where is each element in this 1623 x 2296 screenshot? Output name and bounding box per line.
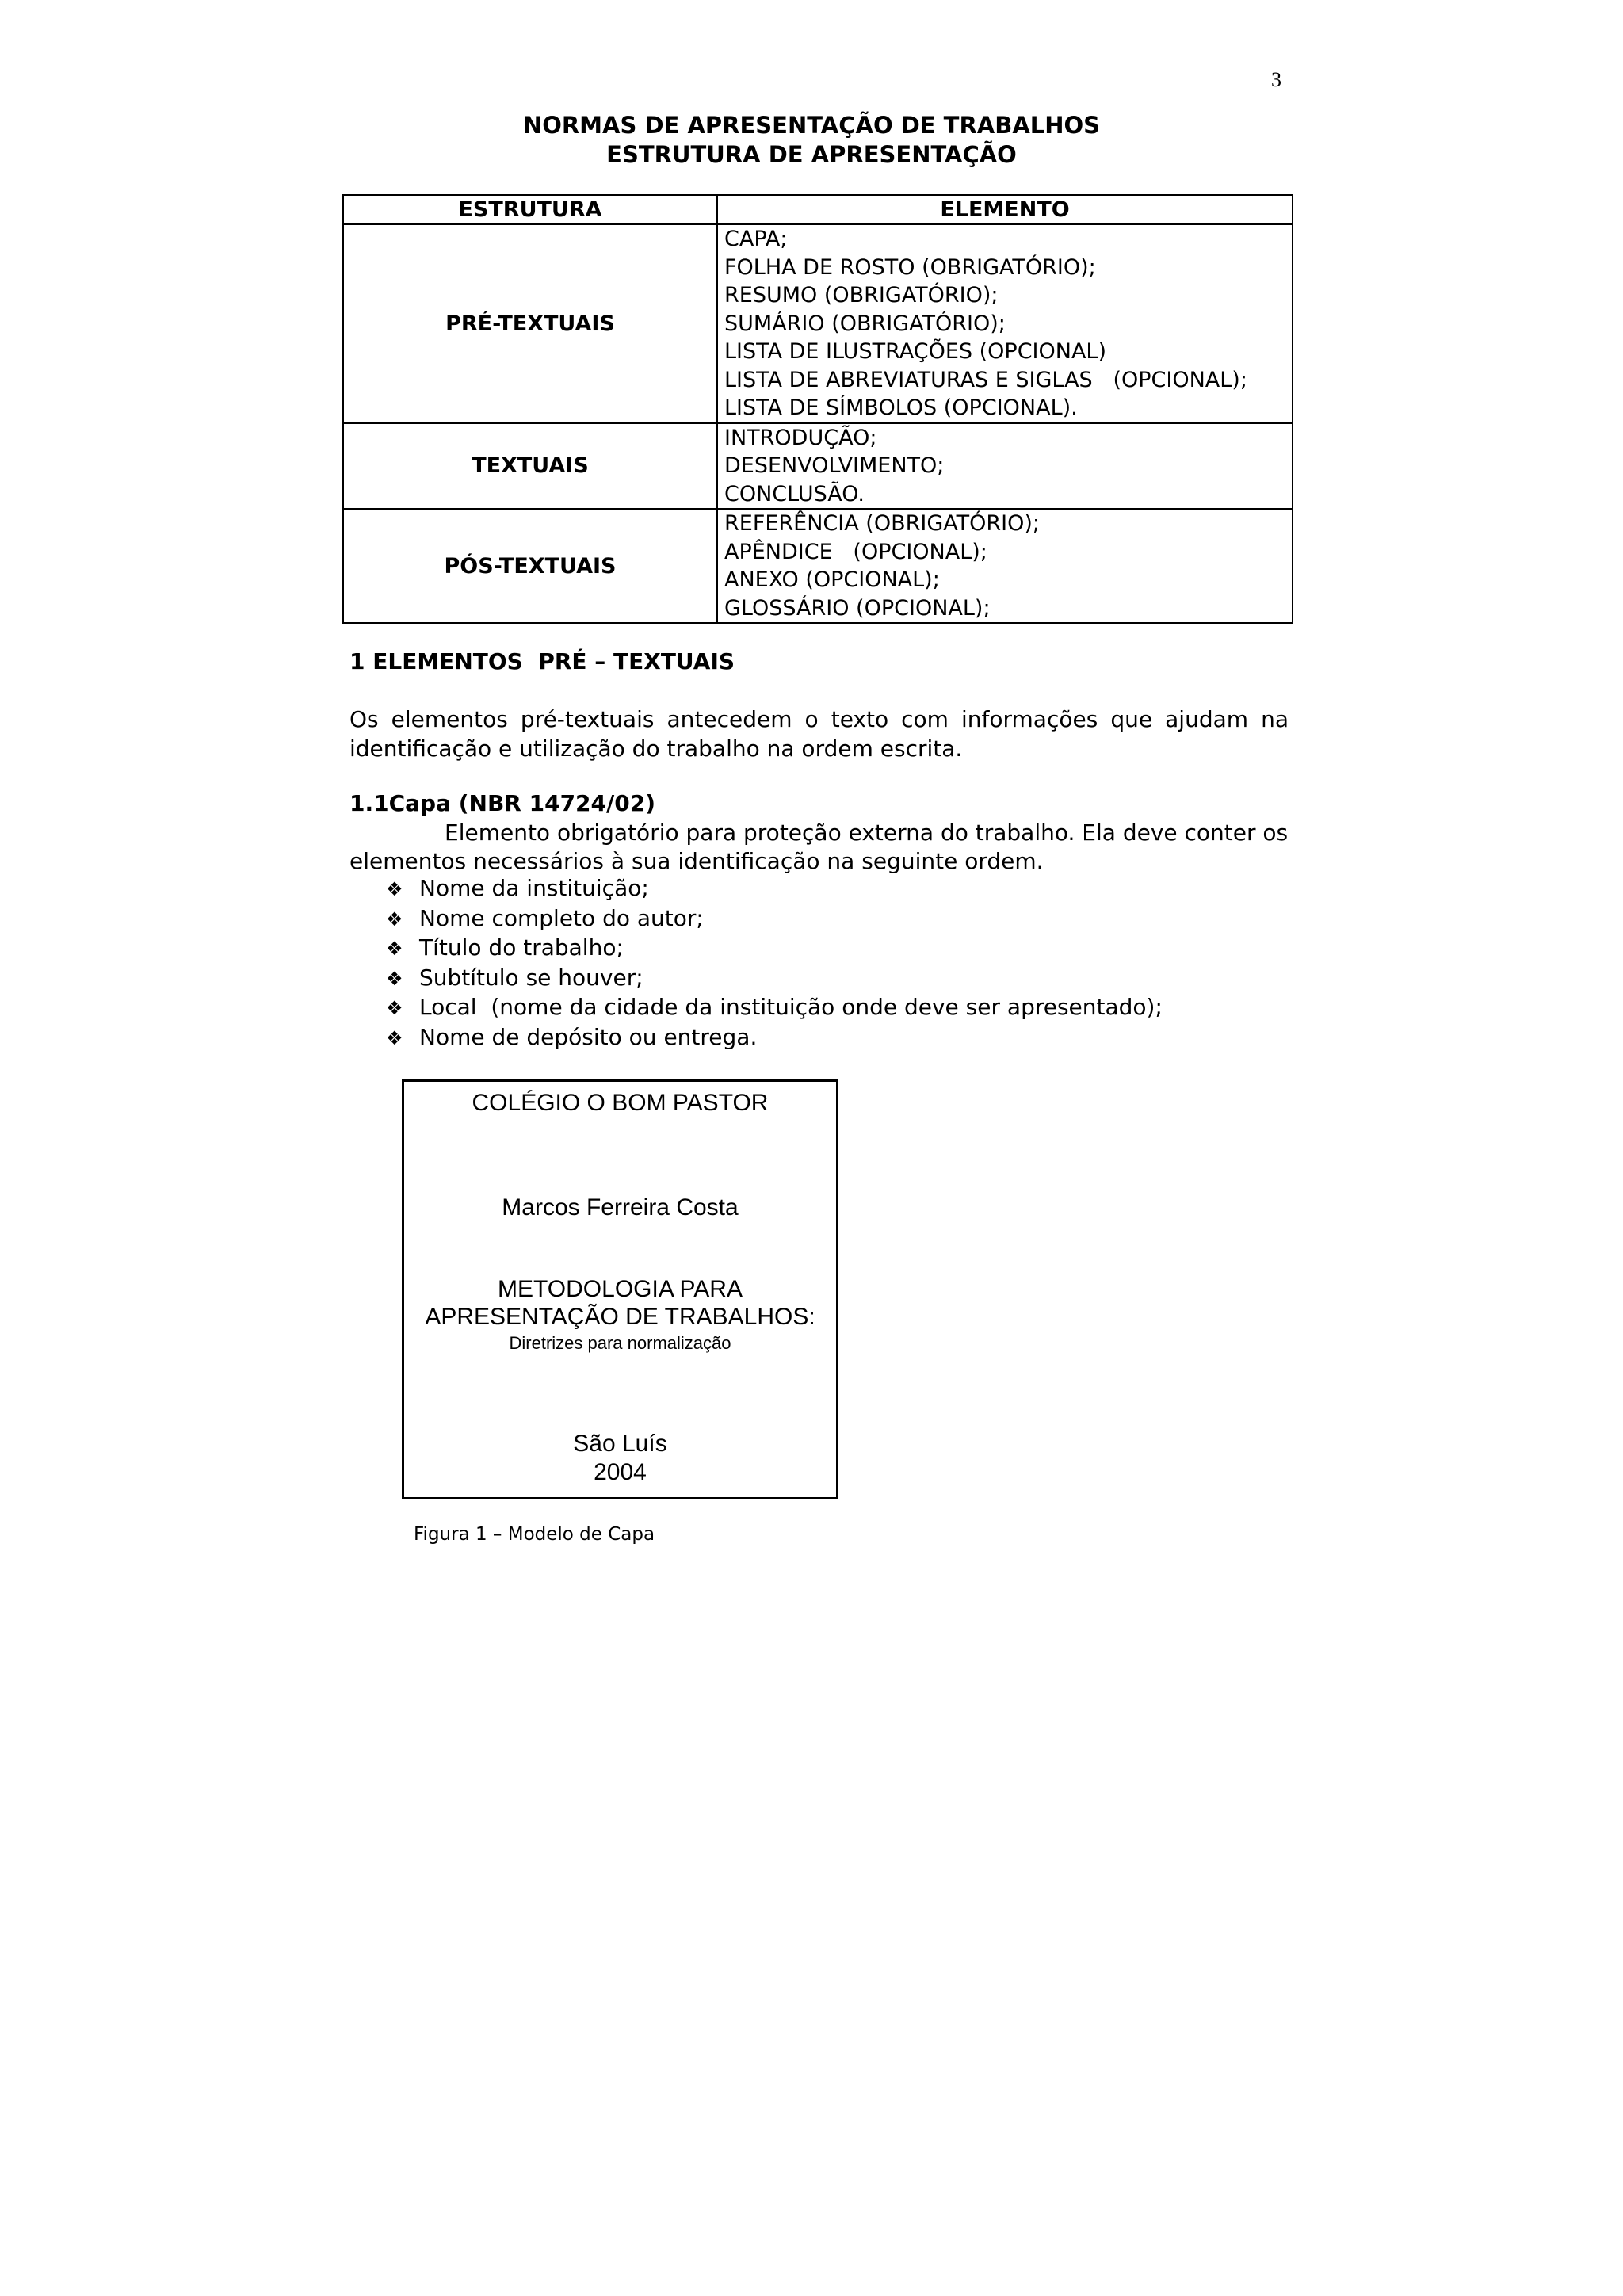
element-item: ANEXO (OPCIONAL);: [724, 567, 940, 592]
structure-table: [342, 194, 1293, 624]
element-item: GLOSSÁRIO (OPCIONAL);: [724, 595, 991, 621]
list-item: [386, 1023, 1163, 1053]
page-number: 3: [1271, 68, 1281, 91]
element-item: LISTA DE ILUSTRAÇÕES (OPCIONAL): [724, 339, 1107, 364]
document-title-line1: NORMAS DE APRESENTAÇÃO DE TRABALHOS: [522, 112, 1101, 139]
diamond-bullet-icon: ❖: [386, 907, 403, 930]
section-heading-pre-textuais: 1 ELEMENTOS PRÉ – TEXTUAIS: [349, 648, 735, 674]
element-item: LISTA DE SÍMBOLOS (OPCIONAL).: [724, 395, 1078, 420]
list-item-text: Subtítulo se houver;: [419, 964, 643, 991]
table-header-element: ELEMENTO: [717, 195, 1293, 224]
table-cell-structure: PRÉ-TEXTUAIS: [343, 224, 717, 423]
list-item: [386, 964, 1163, 994]
cover-year: 2004: [594, 1459, 647, 1485]
element-item: INTRODUÇÃO;: [724, 425, 877, 450]
cover-author: Marcos Ferreira Costa: [502, 1194, 739, 1221]
element-item: LISTA DE ABREVIATURAS E SIGLAS (OPCIONAL);: [724, 367, 1247, 392]
diamond-bullet-icon: ❖: [386, 1026, 403, 1049]
table-cell-elements: [717, 509, 1293, 623]
table-row: [343, 224, 1293, 423]
element-item: RESUMO (OBRIGATÓRIO);: [724, 283, 999, 308]
list-item-text: Nome de depósito ou entrega.: [419, 1023, 758, 1050]
table-header-row: [343, 195, 1293, 224]
cover-city: São Luís: [573, 1431, 667, 1457]
list-item-text: Título do trabalho;: [419, 934, 624, 961]
element-item: APÊNDICE (OPCIONAL);: [724, 539, 987, 564]
cover-model-figure: [402, 1079, 838, 1499]
element-item: CONCLUSÃO.: [724, 481, 865, 506]
list-item-text: Local (nome da cidade da instituição onde deve ser apresentado);: [419, 994, 1163, 1021]
capa-paragraph: [349, 819, 1289, 876]
capa-paragraph-text: Elemento obrigatório para proteção externa do trabalho. Ela deve conter os elementos necessários à sua identificação na seguinte ordem.: [349, 819, 1289, 874]
table-row: [343, 423, 1293, 510]
cover-title-line1: METODOLOGIA PARA: [498, 1276, 743, 1302]
list-item: [386, 874, 1163, 904]
element-item: SUMÁRIO (OBRIGATÓRIO);: [724, 311, 1006, 336]
table-row: [343, 509, 1293, 623]
document-title: [0, 111, 1623, 170]
diamond-bullet-icon: ❖: [386, 967, 403, 990]
list-item-text: Nome da instituição;: [419, 875, 649, 901]
section-heading-capa: 1.1Capa (NBR 14724/02): [349, 790, 656, 816]
figure-caption: Figura 1 – Modelo de Capa: [414, 1524, 655, 1545]
diamond-bullet-icon: ❖: [386, 938, 403, 961]
table-cell-structure: PÓS-TEXTUAIS: [343, 509, 717, 623]
element-item: CAPA;: [724, 227, 788, 251]
diamond-bullet-icon: ❖: [386, 878, 403, 900]
diamond-bullet-icon: ❖: [386, 997, 403, 1020]
element-item: FOLHA DE ROSTO (OBRIGATÓRIO);: [724, 254, 1096, 280]
cover-institution: COLÉGIO O BOM PASTOR: [472, 1090, 769, 1116]
list-item: [386, 904, 1163, 934]
capa-requirements-list: [386, 874, 1163, 1053]
table-cell-elements: [717, 224, 1293, 423]
table-header-structure: ESTRUTURA: [343, 195, 717, 224]
list-item: [386, 993, 1163, 1023]
element-item: REFERÊNCIA (OBRIGATÓRIO);: [724, 511, 1040, 536]
table-cell-elements: [717, 423, 1293, 510]
list-item: [386, 934, 1163, 964]
document-title-line2: ESTRUTURA DE APRESENTAÇÃO: [606, 141, 1017, 168]
cover-subtitle: Diretrizes para normalização: [509, 1333, 731, 1353]
table-cell-structure: TEXTUAIS: [343, 423, 717, 510]
element-item: DESENVOLVIMENTO;: [724, 453, 945, 478]
intro-paragraph: Os elementos pré-textuais antecedem o texto com informações que ajudam na identificação e utilização do trabalho na ordem escrita.: [349, 706, 1289, 762]
cover-title-line2: APRESENTAÇÃO DE TRABALHOS:: [425, 1304, 815, 1330]
list-item-text: Nome completo do autor;: [419, 904, 704, 931]
